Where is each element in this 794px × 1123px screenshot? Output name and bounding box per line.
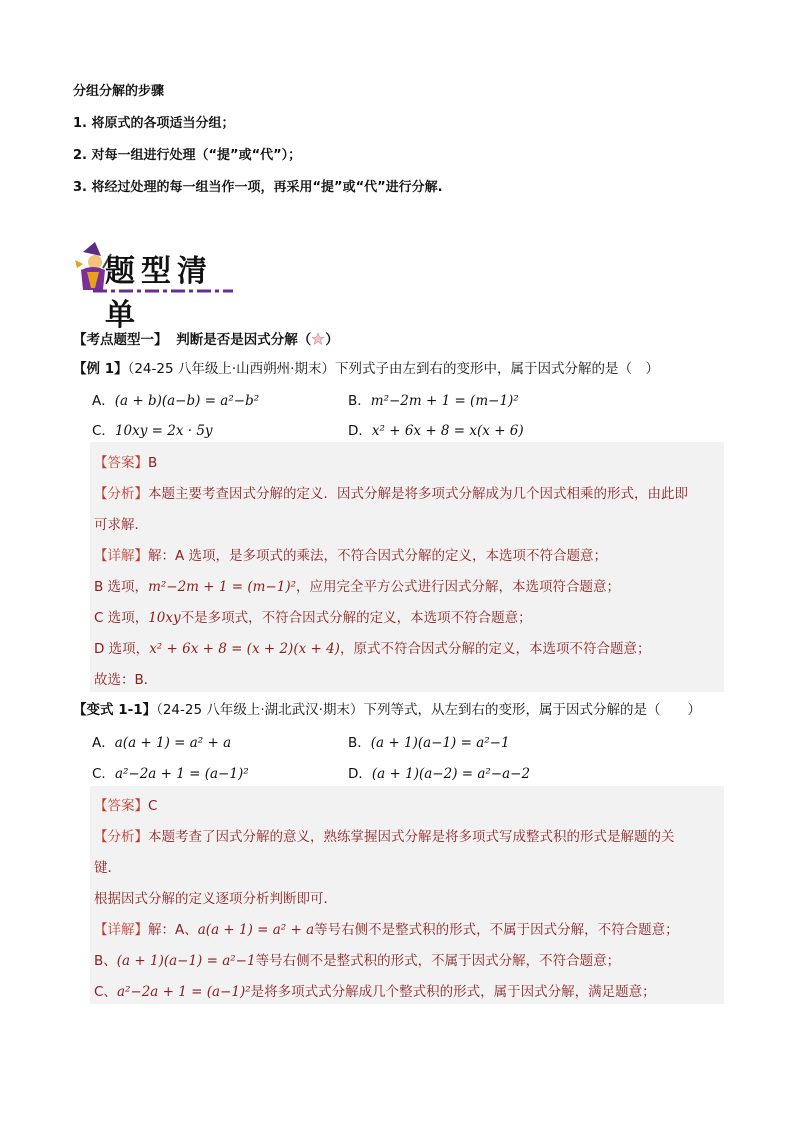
variant1-tag: 【变式 1-1】 — [73, 702, 157, 718]
variant1-stem — [73, 698, 701, 718]
variant1-question: 下列等式，从左到右的变形，属于因式分解的是（ ） — [363, 702, 701, 718]
step-item-3: 3. 将经过处理的每一组当作一项，再采用“提”或“代”进行分解. — [73, 180, 443, 195]
example1-option-c: C．10xy = 2x · 5y — [92, 423, 213, 439]
variant1-detail-1: 【详解】解：A、a(a + 1) = a² + a等号右侧不是整式积的形式，不属于因式分解，不符合题意； — [94, 922, 679, 938]
variant1-source: （24-25 八年级上·湖北武汉·期末） — [156, 702, 364, 718]
example1-analysis-1: 【分析】本题主要考查因式分解的定义．因式分解是将多项式分解成为几个因式相乘的形式，由此即 — [94, 486, 688, 502]
section-heading-suffix: ） — [325, 332, 339, 348]
example1-option-d: D．x² + 6x + 8 = x(x + 6) — [348, 423, 524, 439]
section-banner — [73, 240, 238, 333]
example1-detail-4: D 选项，x² + 6x + 8 = (x + 2)(x + 4)，原式不符合因式分解的定义，本选项不符合题意； — [94, 641, 651, 657]
example1-analysis-2: 可求解． — [94, 517, 148, 533]
example1-conclusion: 故选：B． — [94, 672, 158, 688]
example1-option-a: A．(a + b)(a−b) = a²−b² — [92, 393, 260, 409]
variant1-option-a: A．a(a + 1) = a² + a — [92, 735, 232, 751]
variant1-answer: 【答案】C — [94, 798, 158, 814]
section-heading-text: 判断是否是因式分解（ — [176, 332, 312, 348]
steps-title: 分组分解的步骤 — [73, 84, 165, 99]
example1-detail-3: C 选项，10xy不是多项式，不符合因式分解的定义，本选项不符合题意； — [94, 610, 532, 626]
example1-answer: 【答案】B — [94, 455, 158, 471]
step-item-2: 2. 对每一组进行处理（“提”或“代”）； — [73, 148, 302, 163]
star-icon — [311, 332, 325, 346]
variant1-analysis-2: 键． — [94, 860, 121, 876]
example1-tag: 【例 1】 — [73, 361, 128, 377]
variant1-option-d: D．(a + 1)(a−2) = a²−a−2 — [348, 766, 531, 782]
section-heading — [73, 328, 339, 348]
variant1-analysis-1: 【分析】本题考查了因式分解的意义，熟练掌握因式分解是将多项式写成整式积的形式是解题的关 — [94, 829, 675, 845]
example1-question: 下列式子由左到右的变形中，属于因式分解的是（ ） — [334, 361, 659, 377]
variant1-option-c: C．a²−2a + 1 = (a−1)² — [92, 766, 249, 782]
example1-detail-1: 【详解】解：A 选项，是多项式的乘法，不符合因式分解的定义，本选项不符合题意； — [94, 548, 608, 564]
section-heading-prefix: 【考点题型一】 — [73, 332, 168, 348]
example1-option-b: B．m²−2m + 1 = (m−1)² — [348, 393, 519, 409]
banner-underline — [93, 288, 233, 294]
example1-source: （24-25 八年级上·山西朔州·期末） — [127, 361, 335, 377]
banner-title: 题型清单 — [105, 254, 213, 333]
example1-stem — [73, 357, 659, 377]
variant1-detail-2: B、(a + 1)(a−1) = a²−1等号右侧不是整式积的形式，不属于因式分解，不符合题意； — [94, 953, 621, 969]
variant1-analysis-3: 根据因式分解的定义逐项分析判断即可． — [94, 891, 337, 907]
variant1-option-b: B．(a + 1)(a−1) = a²−1 — [348, 735, 510, 751]
step-item-1: 1. 将原式的各项适当分组； — [73, 116, 235, 131]
variant1-detail-3: C、a²−2a + 1 = (a−1)²是将多项式式分解成几个整式积的形式，属于因式分解，满足题意； — [94, 984, 656, 1000]
example1-detail-2: B 选项，m²−2m + 1 = (m−1)²，应用完全平方公式进行因式分解，本选项符合题意； — [94, 579, 621, 595]
